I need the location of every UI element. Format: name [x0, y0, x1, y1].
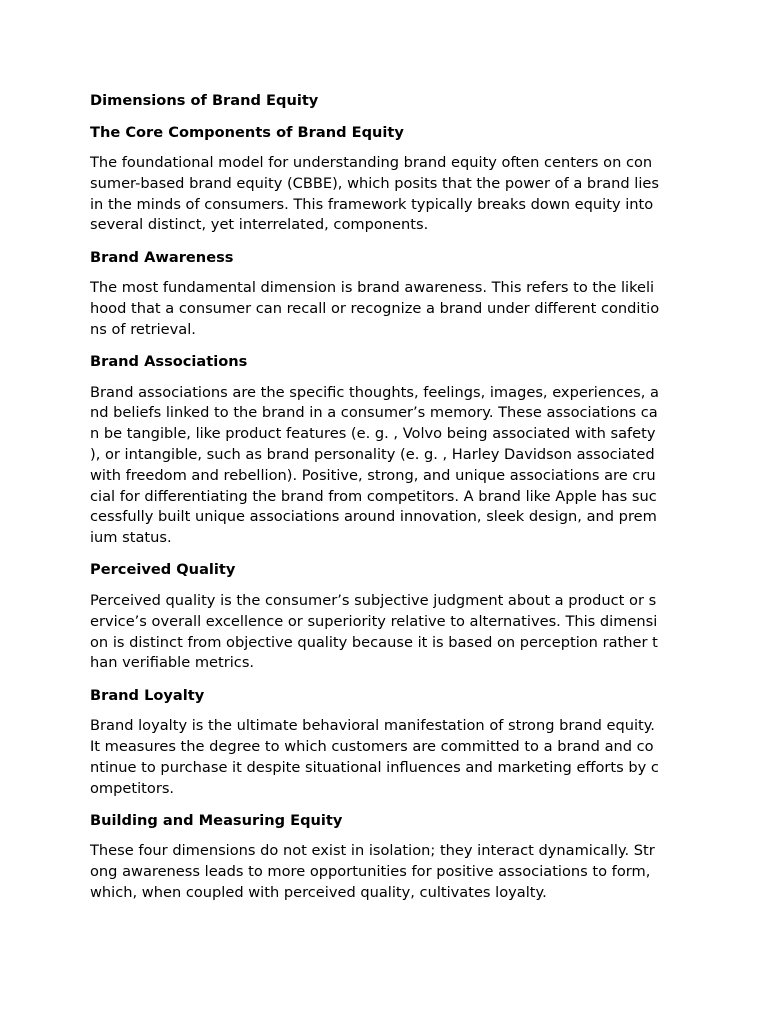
paragraph-line: several distinct, yet interrelated, components.: [90, 216, 429, 234]
paragraph-line: which, when coupled with perceived quality, cultivates loyalty.: [90, 883, 547, 901]
paragraph-line: The foundational model for understanding brand equity often centers on con: [90, 154, 653, 171]
paragraph-line: cessfully built unique associations around innovation, sleek design, and prem: [90, 508, 657, 526]
paragraph-line: nd beliefs linked to the brand in a consumer’s memory. These associations ca: [90, 404, 658, 422]
paragraph-line: ntinue to purchase it despite situational influences and marketing efforts by c: [90, 758, 659, 776]
paragraph-line: with freedom and rebellion). Positive, strong, and unique associations are cru: [90, 466, 656, 484]
section-paragraph-brand-associations: [90, 383, 690, 549]
paragraph-line: ium status.: [90, 529, 172, 547]
paragraph-line: Brand associations are the specific thoughts, feelings, images, experiences, a: [90, 383, 659, 401]
paragraph-line: It measures the degree to which customers are committed to a brand and co: [90, 737, 654, 755]
document-title: Dimensions of Brand Equity: [90, 92, 319, 109]
document-page: [90, 90, 690, 914]
section-heading-perceived-quality: Perceived Quality: [90, 561, 236, 579]
section-heading-brand-loyalty: Brand Loyalty: [90, 686, 205, 704]
paragraph-line: n be tangible, like product features (e. g. , Volvo being associated with safety: [90, 425, 656, 443]
section-paragraph-brand-loyalty: [90, 716, 690, 799]
paragraph-line: hood that a consumer can recall or recognize a brand under different conditio: [90, 299, 660, 317]
section-heading-brand-awareness: Brand Awareness: [90, 248, 234, 266]
paragraph-line: sumer-based brand equity (CBBE), which posits that the power of a brand lies: [90, 174, 659, 192]
paragraph-line: in the minds of consumers. This framework typically breaks down equity into: [90, 195, 654, 213]
paragraph-line: Brand loyalty is the ultimate behavioral manifestation of strong brand equity.: [90, 717, 655, 735]
section-heading-core-components: The Core Components of Brand Equity: [90, 123, 404, 141]
section-paragraph-building-measuring-equity: [90, 841, 690, 903]
section-paragraph-brand-awareness: [90, 278, 690, 340]
paragraph-line: These four dimensions do not exist in isolation; they interact dynamically. Str: [90, 842, 655, 860]
paragraph-line: on is distinct from objective quality because it is based on perception rather t: [90, 633, 658, 651]
paragraph-line: The most fundamental dimension is brand awareness. This refers to the likeli: [90, 279, 655, 297]
paragraph-line: ), or intangible, such as brand personality (e. g. , Harley Davidson associated: [90, 445, 655, 463]
paragraph-line: ervice’s overall excellence or superiority relative to alternatives. This dimensi: [90, 612, 658, 630]
paragraph-line: ns of retrieval.: [90, 320, 196, 338]
section-paragraph-core-components: [90, 153, 690, 236]
paragraph-line: cial for differentiating the brand from competitors. A brand like Apple has suc: [90, 487, 657, 505]
section-heading-building-measuring-equity: Building and Measuring Equity: [90, 811, 343, 829]
paragraph-line: han verifiable metrics.: [90, 654, 255, 672]
section-paragraph-perceived-quality: [90, 591, 690, 674]
paragraph-line: Perceived quality is the consumer’s subjective judgment about a product or s: [90, 591, 657, 609]
section-heading-brand-associations: Brand Associations: [90, 353, 248, 371]
paragraph-line: ong awareness leads to more opportunities for positive associations to form,: [90, 863, 651, 881]
paragraph-line: ompetitors.: [90, 779, 175, 797]
